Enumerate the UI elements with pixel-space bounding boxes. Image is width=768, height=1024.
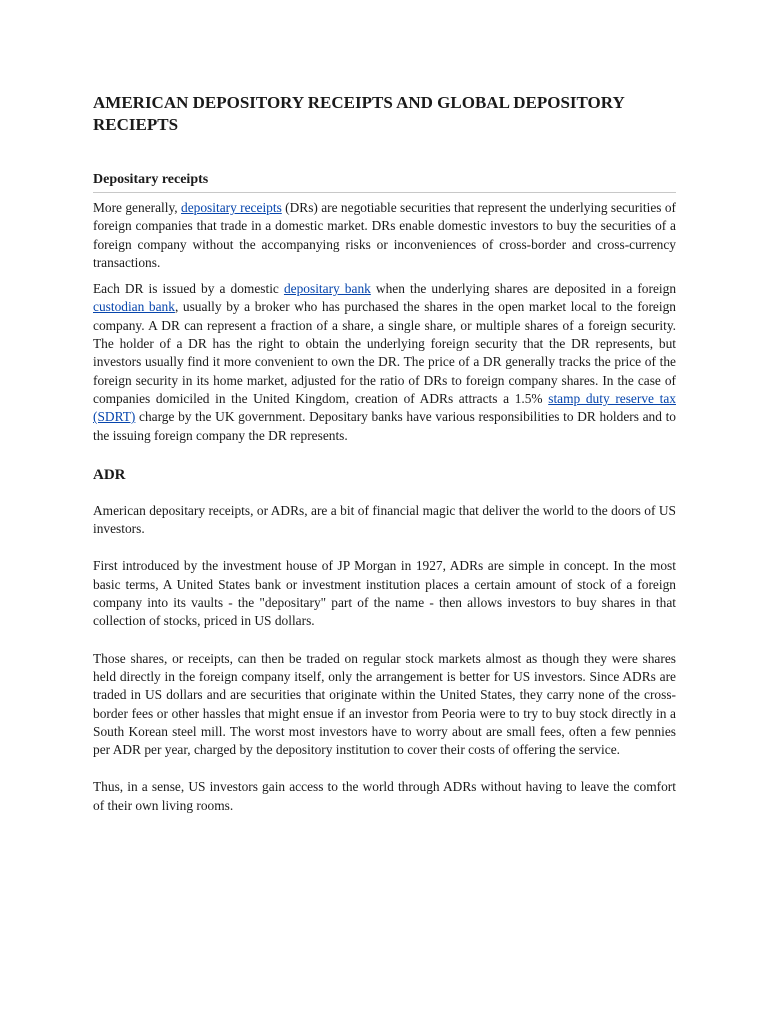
paragraph-dr-definition: [93, 199, 676, 272]
link-stamp-duty-reserve-tax[interactable]: stamp duty reserve tax (SDRT): [93, 390, 676, 425]
link-depositary-receipts[interactable]: depositary receipts: [181, 200, 282, 215]
paragraph-text: when the underlying shares are deposited in a foreign: [370, 281, 677, 297]
paragraph-text: charge by the UK government. Depositary banks have various responsibilities to DR holders and to the issuing foreign company the DR represents.: [93, 409, 676, 443]
section-heading-adr: ADR: [93, 466, 126, 483]
paragraph-text: (DRs) are negotiable securities that represent the underlying securities of foreign companies that trade in a domestic market. DRs enable domestic investors to buy the securities of a foreign company without the accompanying risks or inconveniences of cross-border and cross-currency transactions.: [93, 200, 676, 270]
paragraph-adr-conclusion: Thus, in a sense, US investors gain access to the world through ADRs without having to leave the comfort of their own living rooms.: [93, 779, 676, 813]
paragraph-adr-trading: Those shares, or receipts, can then be traded on regular stock markets almost as though they were shares held directly in the foreign company itself, only the arrangement is better for US investors. Since ADRs are traded in US dollars and are securities that originate within the United States, they carry none of the cross-border fees or other hassles that might ensue if an investor from Peoria were to try to buy stock directly in a South Korean steel mill. The worst most investors have to worry about are small fees, often a few pennies per ADR per year, charged by the depository institution to cover their costs of offering the service.: [93, 650, 676, 758]
link-custodian-bank[interactable]: custodian bank: [93, 299, 175, 315]
document-page: [93, 92, 676, 834]
document-title: AMERICAN DEPOSITORY RECEIPTS AND GLOBAL DEPOSITORY RECIEPTS: [93, 93, 625, 134]
paragraph-text: More generally,: [93, 200, 182, 215]
link-depositary-bank[interactable]: depositary bank: [283, 281, 371, 297]
section-heading-depositary-receipts: Depositary receipts: [93, 172, 676, 193]
paragraph-dr-issuance: [93, 280, 676, 445]
paragraph-adr-history: First introduced by the investment house of JP Morgan in 1927, ADRs are simple in concept. In the most basic terms, A United States bank or investment institution places a certain amount of stock of a foreign company into its vaults - the "depositary" part of the name - then allows investors to buy shares in that collection of stocks, priced in US dollars.: [93, 558, 676, 629]
paragraph-adr-intro: American depositary receipts, or ADRs, are a bit of financial magic that deliver the world to the doors of US investors.: [93, 502, 676, 537]
paragraph-text: Each DR is issued by a domestic: [93, 281, 284, 297]
paragraph-text: , usually by a broker who has purchased the shares in the open market local to the foreign company. A DR can represent a fraction of a share, a single share, or multiple shares of a foreign security. The holder of a DR has the right to obtain the underlying foreign security that the DR represents, but investors usually find it more convenient to own the DR. The price of a DR generally tracks the price of the foreign security in its home market, adjusted for the ratio of DRs to foreign company shares. In the case of companies domiciled in the United Kingdom, creation of ADRs attracts a 1.5%: [93, 299, 676, 406]
